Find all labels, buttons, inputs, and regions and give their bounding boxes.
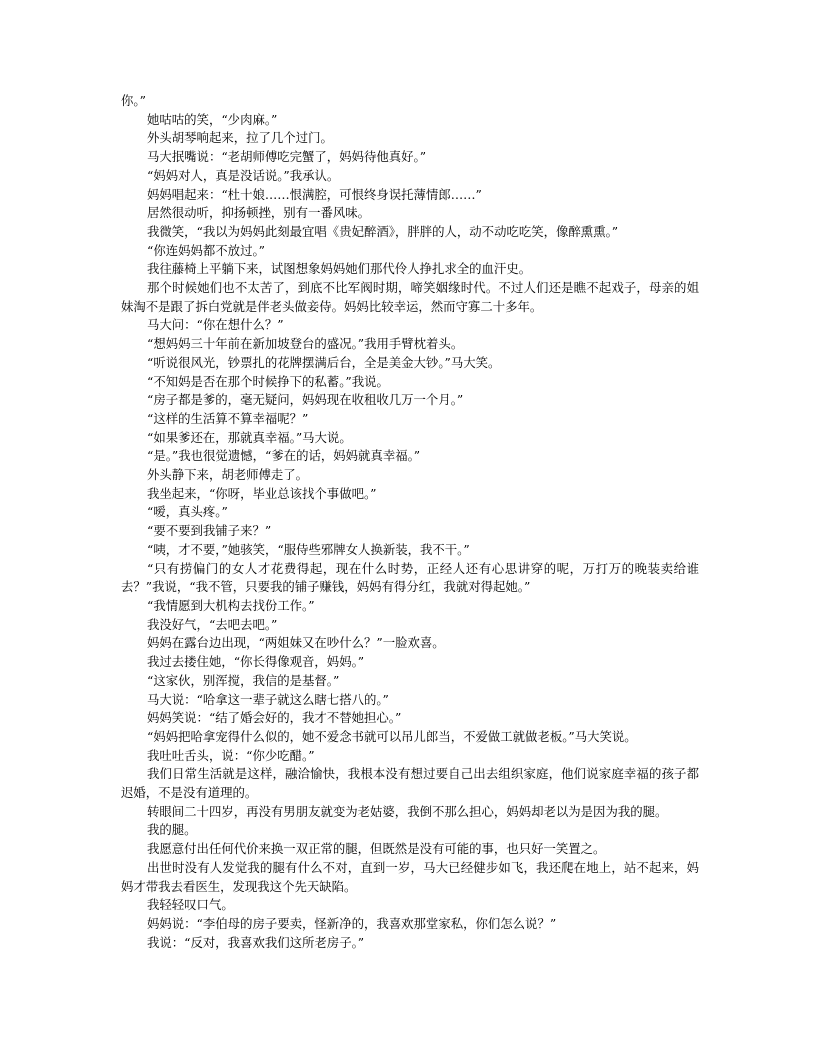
paragraph: “不知妈是否在那个时候挣下的私蓄。”我说。: [147, 373, 389, 389]
paragraph: 外头胡琴响起来，拉了几个过门。: [147, 130, 333, 146]
paragraph: 出世时没有人发觉我的腿有什么不对，直到一岁，马大已经健步如飞，我还爬在地上，站不起来，妈妈才带我去看医生，发现我这个先天缺陷。: [121, 859, 699, 894]
paragraph: 妈妈在露台边出现，“两姐妹又在吵什么？”一脸欢喜。: [147, 635, 445, 651]
paragraph: “咦，才不要，”她骇笑，“服侍些邪牌女人换新装，我不干。”: [147, 541, 470, 557]
paragraph: 我没好气，“去吧去吧。”: [147, 616, 278, 632]
paragraph: 你。”: [121, 93, 146, 108]
paragraph: 妈妈唱起来：“杜十娘……恨满腔，可恨终身误托薄情郎……”: [147, 186, 482, 202]
paragraph: 我坐起来，“你呀，毕业总该找个事做吧。”: [147, 485, 377, 501]
paragraph: “妈妈对人，真是没话说。”我承认。: [147, 167, 340, 183]
paragraph: 我说：“反对，我喜欢我们这所老房子。”: [147, 934, 365, 950]
paragraph: 我轻轻叹口气。: [147, 897, 234, 913]
paragraph: “想妈妈三十年前在新加坡登台的盛况。”我用手臂枕着头。: [147, 336, 464, 352]
paragraph: “听说很风光，钞票扎的花牌摆满后台，全是美金大钞。”马大笑。: [147, 354, 501, 370]
paragraph: 马大问：“你在想什么？”: [147, 317, 284, 333]
paragraph: 居然很动听，抑扬顿挫，别有一番风味。: [147, 205, 371, 221]
paragraph: 我微笑，“我以为妈妈此刻最宜唱《贵妃醉酒》，胖胖的人，动不动吃吃笑，像醉熏熏。”: [147, 223, 619, 239]
paragraph: “要不要到我铺子来？”: [147, 523, 272, 539]
paragraph: “嗳，真头疼。”: [147, 504, 228, 520]
paragraph: 马大抿嘴说：“老胡师傅吃完蟹了，妈妈待他真好。”: [147, 149, 427, 165]
paragraph: 我吐吐舌头，说：“你少吃醋。”: [147, 747, 315, 763]
document-body: [121, 92, 699, 952]
paragraph: 我往藤椅上平躺下来，试图想象妈妈她们那代伶人挣扎求全的血汗史。: [147, 261, 532, 277]
paragraph: 我愿意付出任何代价来换一双正常的腿，但既然是没有可能的事，也只好一笑置之。: [147, 841, 606, 857]
paragraph: 马大说：“哈拿这一辈子就这么瞎七搭八的。”: [147, 691, 389, 707]
paragraph: 我过去搂住她，“你长得像观音，妈妈。”: [147, 654, 365, 670]
paragraph: “房子都是爹的，毫无疑问，妈妈现在收租收几万一个月。”: [147, 392, 464, 408]
paragraph: 我们日常生活就是这样，融洽愉快，我根本没有想过要自己出去组织家庭，他们说家庭幸福的孩子都迟婚，不是没有道理的。: [121, 766, 699, 801]
paragraph: “这样的生活算不算幸福呢？”: [147, 410, 309, 426]
paragraph: “我情愿到大机构去找份工作。”: [147, 597, 315, 613]
paragraph: 她咕咕的笑，“少肉麻。”: [147, 111, 278, 127]
paragraph: “这家伙，别浑搅，我信的是基督。”: [147, 672, 340, 688]
paragraph: “是。”我也很觉遗憾，“爹在的话，妈妈就真幸福。”: [147, 448, 421, 464]
paragraph: “只有捞偏门的女人才花费得起，现在什么时势，正经人还有心思讲穿的呢，万打万的晚装卖给谁去？”我说，“我不管，只要我的铺子赚钱，妈妈有得分红，我就对得起她。”: [121, 560, 699, 595]
paragraph: “你连妈妈都不放过。”: [147, 242, 265, 258]
paragraph: 转眼间二十四岁，再没有男朋友就变为老姑婆，我倒不那么担心，妈妈却老以为是因为我的腿。: [147, 803, 668, 819]
paragraph: 我的腿。: [147, 822, 197, 838]
paragraph: 那个时候她们也不太苦了，到底不比军阀时期，啼笑姻缘时代。不过人们还是瞧不起戏子，母亲的姐妹淘不是跟了拆白党就是伴老头做妾侍。妈妈比较幸运，然而守寡二十多年。: [121, 280, 699, 314]
paragraph: 妈妈笑说：“结了婚会好的，我才不替她担心。”: [147, 710, 402, 726]
paragraph: “如果爹还在，那就真幸福。”马大说。: [147, 429, 352, 445]
paragraph: 外头静下来，胡老师傅走了。: [147, 467, 309, 483]
paragraph: 妈妈说：“李伯母的房子要卖，怪新净的，我喜欢那堂家私，你们怎么说？”: [147, 915, 557, 931]
paragraph: “妈妈把哈拿宠得什么似的，她不爱念书就可以吊儿郎当，不爱做工就做老板。”马大笑说。: [147, 728, 637, 744]
